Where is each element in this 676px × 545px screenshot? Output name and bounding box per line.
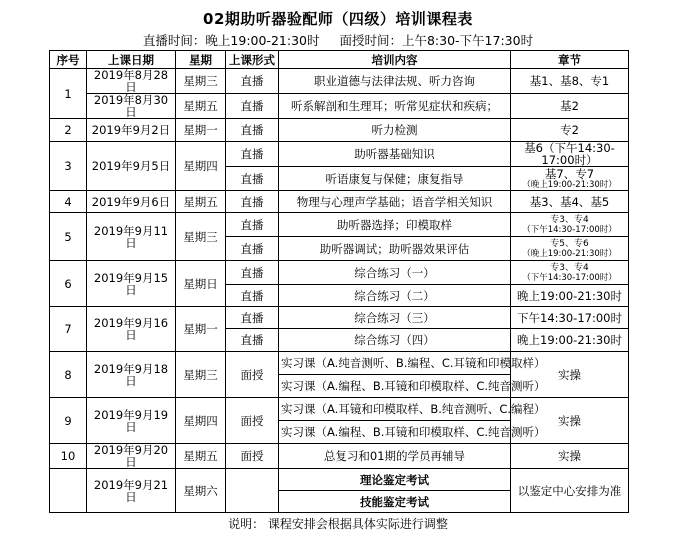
row-form: 直播 (226, 119, 279, 142)
row-form: 直播 (226, 191, 279, 213)
row-form: 面授 (226, 352, 279, 398)
row-weekday: 星期六 (176, 469, 226, 513)
row-content: 综合练习（二） (279, 285, 511, 307)
row-chapter: 晚上19:00-21:30时 (511, 329, 629, 352)
row-chapter (511, 213, 629, 237)
chapter-time: （晚上19:00-21:30时） (522, 179, 617, 190)
table-row (50, 69, 629, 94)
row-content: 助听器选择；印模取样 (279, 213, 511, 237)
row-date: 2019年9月20日 (87, 444, 176, 469)
face-time: 面授时间：上午8:30-下午17:30时 (339, 33, 534, 48)
chapter-label: 专3、专4 (550, 262, 589, 273)
row-content: 综合练习（一） (279, 261, 511, 285)
row-content: 听语康复与保健；康复指导 (279, 167, 511, 191)
row-date: 2019年9月19日 (87, 398, 176, 444)
row-chapter (511, 237, 629, 261)
row-chapter: 下午14:30-17:00时 (511, 307, 629, 329)
row-content: 实习课（A.纯音测听、B.编程、C.耳镜和印模取样） (279, 352, 511, 375)
row-form: 直播 (226, 261, 279, 285)
row-form: 直播 (226, 167, 279, 191)
row-form: 直播 (226, 307, 279, 329)
chapter-label: 专3、专4 (550, 214, 589, 225)
row-form: 直播 (226, 69, 279, 94)
row-chapter: 实操 (511, 444, 629, 469)
row-form: 直播 (226, 213, 279, 237)
row-no: 1 (50, 69, 87, 119)
row-content: 听系解剖和生理耳；听常见症状和疾病； (279, 94, 511, 119)
row-content: 物理与心理声学基础；语音学相关知识 (279, 191, 511, 213)
header-date: 上课日期 (87, 51, 176, 69)
row-chapter: 实操 (511, 398, 629, 444)
row-no: 9 (50, 398, 87, 444)
row-date: 2019年9月15日 (87, 261, 176, 307)
row-content: 助听器调试；助听器效果评估 (279, 237, 511, 261)
table-row (50, 261, 629, 285)
row-chapter (511, 261, 629, 285)
table-row (50, 307, 629, 329)
row-no (50, 469, 87, 513)
row-content: 助听器基础知识 (279, 142, 511, 167)
row-weekday: 星期五 (176, 94, 226, 119)
row-form (226, 469, 279, 513)
row-content: 技能鉴定考试 (279, 491, 511, 513)
schedule-table (49, 50, 629, 513)
row-chapter: 基6（下午14:30-17:00时） (511, 142, 629, 167)
row-form: 面授 (226, 444, 279, 469)
row-weekday: 星期一 (176, 307, 226, 352)
row-weekday: 星期三 (176, 69, 226, 94)
table-row (50, 213, 629, 237)
row-no: 8 (50, 352, 87, 398)
row-weekday: 星期四 (176, 142, 226, 191)
header-row (50, 51, 629, 69)
chapter-label: 专5、专6 (550, 238, 589, 249)
table-row (50, 191, 629, 213)
row-chapter: 基2 (511, 94, 629, 119)
row-weekday: 星期一 (176, 119, 226, 142)
row-weekday: 星期三 (176, 213, 226, 261)
row-date: 2019年9月11日 (87, 213, 176, 261)
row-form: 直播 (226, 142, 279, 167)
row-date: 2019年9月2日 (87, 119, 176, 142)
row-date: 2019年8月30日 (87, 94, 176, 119)
header-chapter: 章节 (511, 51, 629, 69)
row-chapter: 基3、基4、基5 (511, 191, 629, 213)
row-form: 直播 (226, 237, 279, 261)
row-date: 2019年9月18日 (87, 352, 176, 398)
row-date: 2019年9月16日 (87, 307, 176, 352)
live-time: 直播时间：晚上19:00-21:30时 (142, 33, 320, 48)
row-form: 直播 (226, 94, 279, 119)
row-no: 6 (50, 261, 87, 307)
row-no: 4 (50, 191, 87, 213)
row-chapter: 基1、基8、专1 (511, 69, 629, 94)
row-content: 总复习和01期的学员再辅导 (279, 444, 511, 469)
row-chapter: 晚上19:00-21:30时 (511, 285, 629, 307)
row-date: 2019年9月6日 (87, 191, 176, 213)
row-content: 听力检测 (279, 119, 511, 142)
row-date: 2019年8月28日 (87, 69, 176, 94)
row-weekday: 星期三 (176, 352, 226, 398)
row-weekday: 星期五 (176, 191, 226, 213)
row-date: 2019年9月21日 (87, 469, 176, 513)
row-chapter: 实操 (511, 352, 629, 398)
row-weekday: 星期五 (176, 444, 226, 469)
chapter-label: 基7、专7 (544, 166, 595, 181)
table-row (50, 142, 629, 167)
chapter-time: （下午14:30-17:00时） (522, 272, 617, 283)
row-date: 2019年9月5日 (87, 142, 176, 191)
row-form: 面授 (226, 398, 279, 444)
row-no: 3 (50, 142, 87, 191)
row-content: 实习课（A.耳镜和印模取样、B.纯音测听、C.编程） (279, 398, 511, 421)
row-no: 7 (50, 307, 87, 352)
row-form: 直播 (226, 285, 279, 307)
row-form: 直播 (226, 329, 279, 352)
table-row (50, 469, 629, 491)
row-content: 职业道德与法律法规、听力咨询 (279, 69, 511, 94)
header-content: 培训内容 (279, 51, 511, 69)
row-weekday: 星期日 (176, 261, 226, 307)
row-chapter: 专2 (511, 119, 629, 142)
row-content: 理论鉴定考试 (279, 469, 511, 491)
table-row (50, 398, 629, 421)
row-content: 实习课（A.编程、B.耳镜和印模取样、C.纯音测听） (279, 421, 511, 444)
row-no: 10 (50, 444, 87, 469)
chapter-time: （晚上19:00-21:30时） (522, 248, 617, 259)
row-no: 2 (50, 119, 87, 142)
header-weekday: 星期 (176, 51, 226, 69)
row-content: 综合练习（四） (279, 329, 511, 352)
footnote: 说明： 课程安排会根据具体实际进行调整 (228, 517, 448, 531)
header-form: 上课形式 (226, 51, 279, 69)
row-content: 综合练习（三） (279, 307, 511, 329)
table-row (50, 119, 629, 142)
row-weekday: 星期四 (176, 398, 226, 444)
table-row (50, 94, 629, 119)
schedule-times (0, 31, 676, 49)
table-row (50, 352, 629, 375)
header-no: 序号 (50, 51, 87, 69)
chapter-time: （下午14:30-17:00时） (522, 224, 617, 235)
row-chapter: 以鉴定中心安排为准 (511, 469, 629, 513)
table-row (50, 444, 629, 469)
row-chapter (511, 167, 629, 191)
page-title: 02期助听器验配师（四级）培训课程表 (203, 10, 473, 28)
row-content: 实习课（A.编程、B.耳镜和印模取样、C.纯音测听） (279, 375, 511, 398)
row-no: 5 (50, 213, 87, 261)
